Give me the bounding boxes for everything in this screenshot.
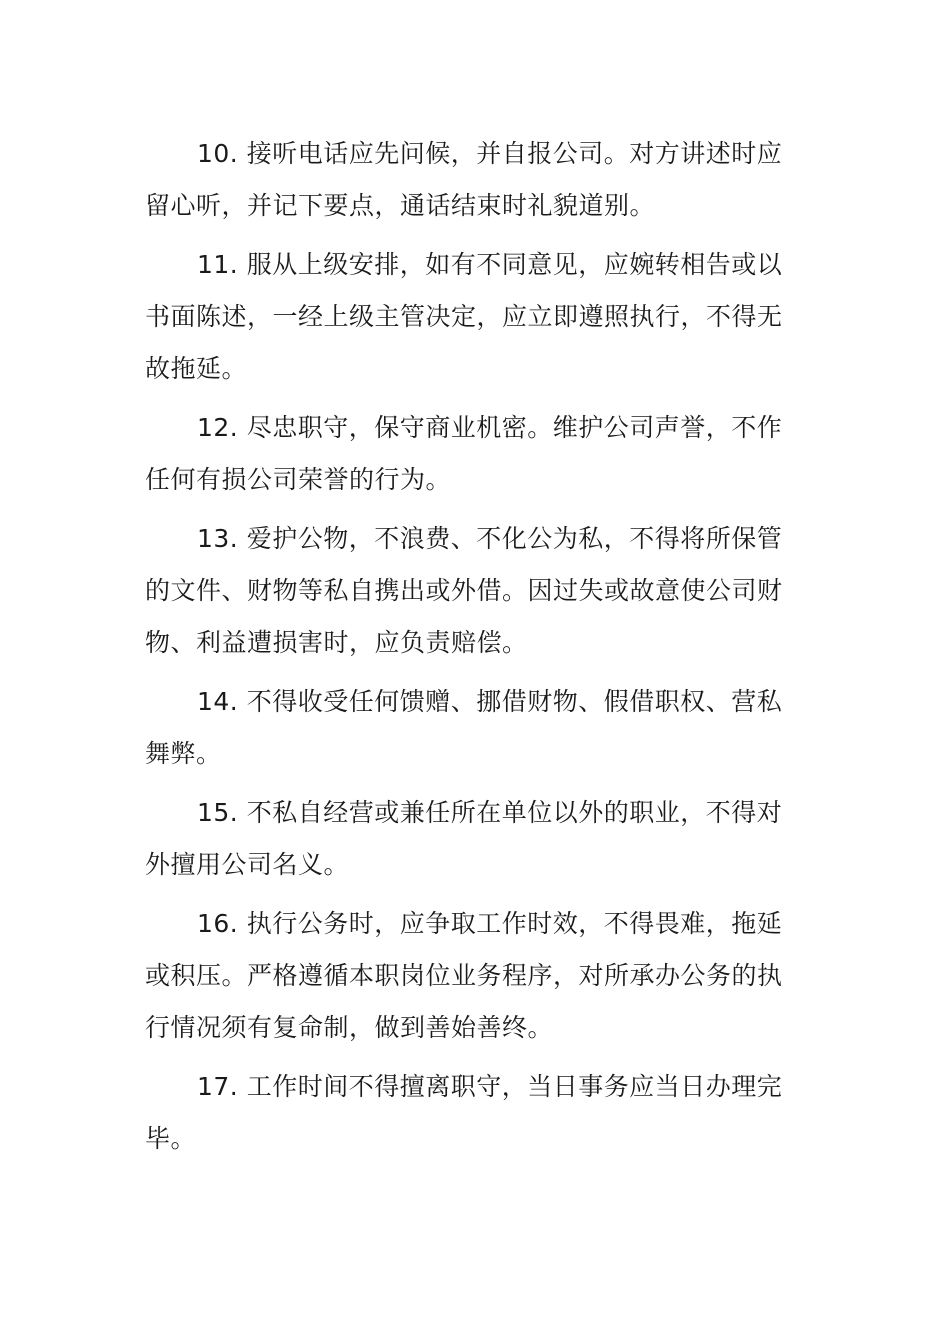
rule-paragraph-10: 10. 接听电话应先问候，并自报公司。对方讲述时应留心听，并记下要点，通话结束时礼貌道别。 bbox=[145, 139, 783, 220]
rule-paragraph-14: 14. 不得收受任何馈赠、挪借财物、假借职权、营私舞弊。 bbox=[145, 687, 783, 768]
rule-paragraph-16: 16. 执行公务时，应争取工作时效，不得畏难，拖延或积压。严格遵循本职岗位业务程序，对所承办公务的执行情况须有复命制，做到善始善终。 bbox=[145, 909, 783, 1042]
rule-paragraph-11: 11. 服从上级安排，如有不同意见，应婉转相告或以书面陈述，一经上级主管决定，应立即遵照执行，不得无故拖延。 bbox=[145, 250, 783, 383]
document-body bbox=[145, 128, 807, 1172]
rule-paragraph-13: 13. 爱护公物，不浪费、不化公为私，不得将所保管的文件、财物等私自携出或外借。因过失或故意使公司财物、利益遭损害时，应负责赔偿。 bbox=[145, 524, 783, 657]
rule-paragraph-17: 17. 工作时间不得擅离职守，当日事务应当日办理完毕。 bbox=[145, 1072, 783, 1153]
rule-paragraph-12: 12. 尽忠职守，保守商业机密。维护公司声誉，不作任何有损公司荣誉的行为。 bbox=[145, 413, 783, 494]
rule-paragraph-15: 15. 不私自经营或兼任所在单位以外的职业，不得对外擅用公司名义。 bbox=[145, 798, 783, 879]
